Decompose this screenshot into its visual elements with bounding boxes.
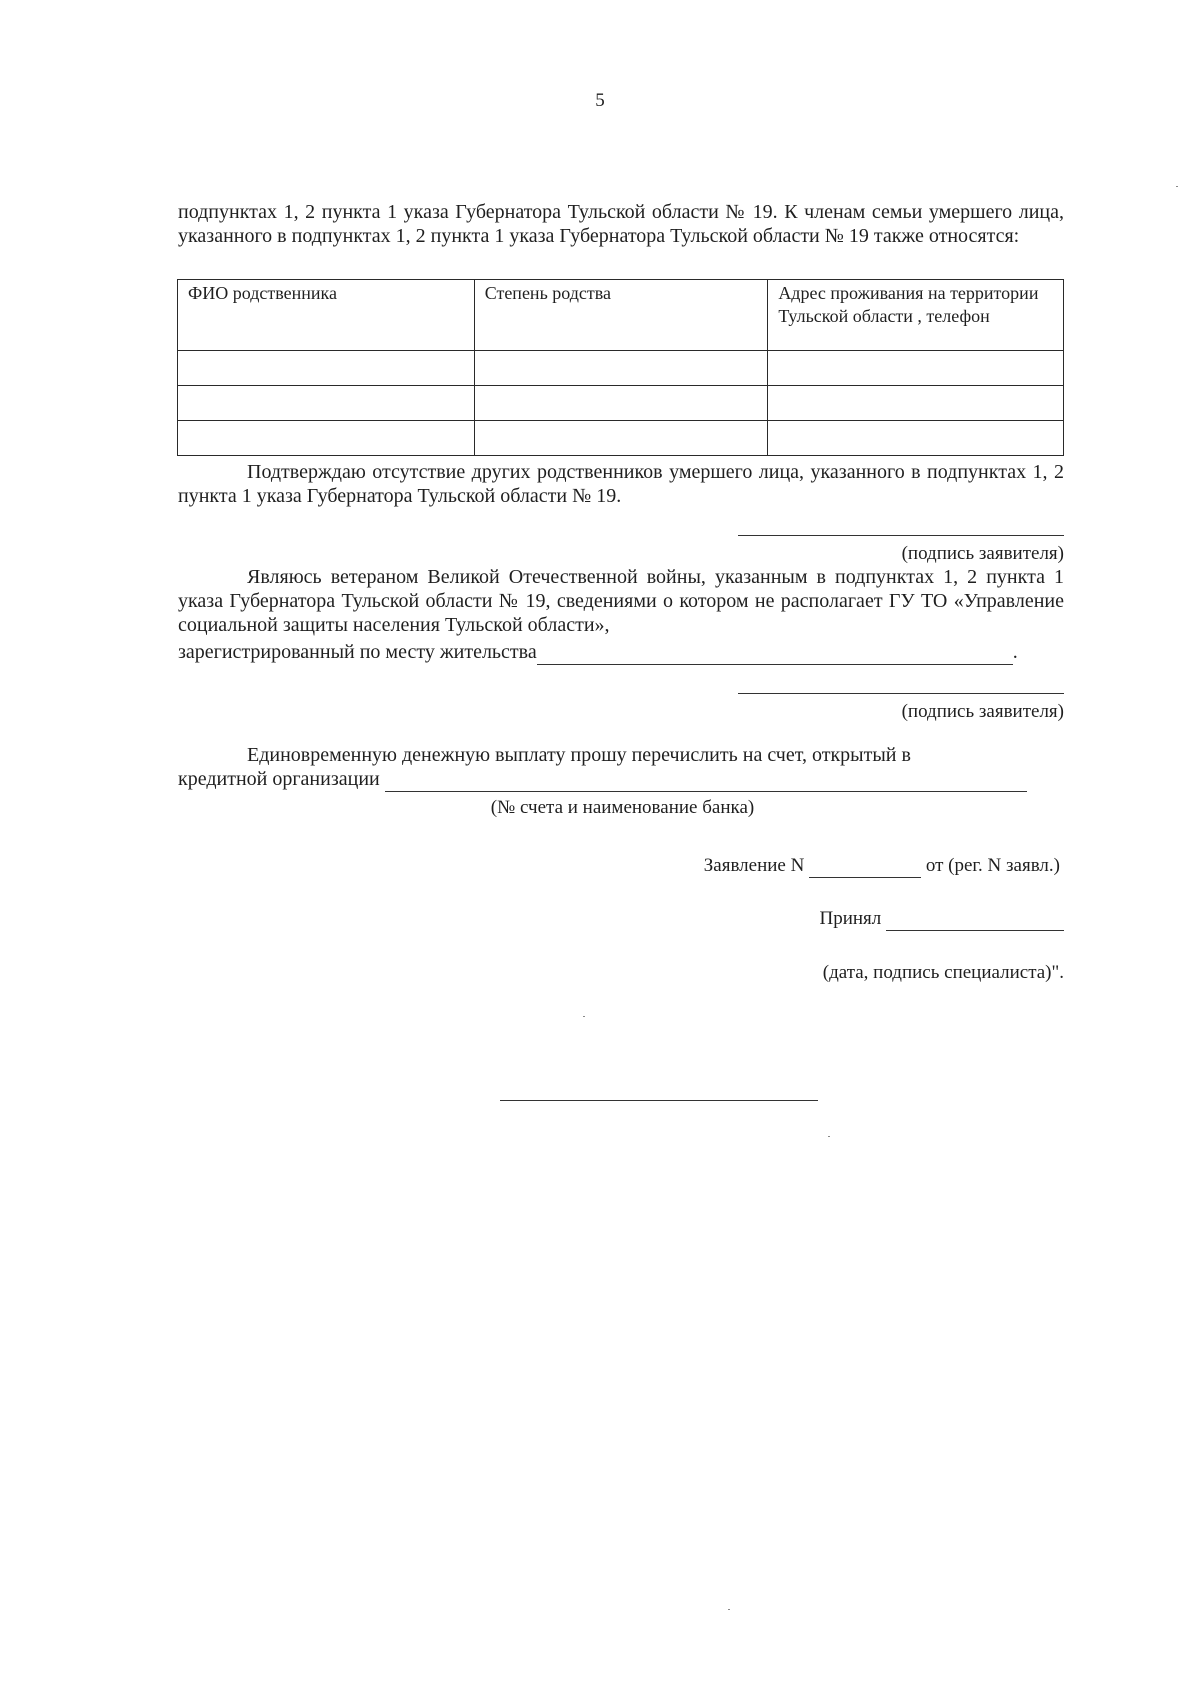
application-suffix: от (рег. N заявл.)	[925, 855, 1060, 876]
account-field[interactable]	[385, 767, 1027, 792]
confirmation-paragraph: Подтверждаю отсутствие других родственников умершего лица, указанного в подпунктах 1, 2 пункта 1 указа Губернатора Тульской области № 19.	[178, 461, 1064, 507]
header-fio: ФИО родственника	[178, 280, 475, 351]
header-address: Адрес проживания на территории Тульской области , телефон	[768, 280, 1064, 351]
table-header-row	[178, 280, 1064, 351]
signature-line-2[interactable]	[738, 693, 1064, 694]
table-row	[178, 351, 1064, 386]
page-number: 5	[595, 90, 605, 111]
application-number-line	[704, 855, 1060, 878]
residence-label: зарегистрированный по месту жительства	[178, 641, 537, 663]
veteran-paragraph: Являюсь ветераном Великой Отечественной войны, указанным в подпунктах 1, 2 пункта 1 указа Губернатора Тульской области № 19, сведениями о котором не располагает ГУ ТО «Управление социальной защиты населения Тульской области»,	[178, 566, 1064, 636]
credit-org-label: кредитной организации	[178, 768, 380, 790]
residence-line	[178, 640, 1064, 665]
scan-speck	[828, 1136, 830, 1137]
footer-divider	[500, 1100, 818, 1101]
relatives-table	[177, 279, 1064, 456]
accepted-line	[819, 908, 1064, 931]
table-cell[interactable]	[768, 421, 1064, 456]
account-caption: (№ счета и наименование банка)	[490, 797, 755, 818]
scan-speck	[1176, 186, 1178, 187]
intro-paragraph: подпунктах 1, 2 пункта 1 указа Губернатора Тульской области № 19. К членам семьи умершего лица, указанного в подпунктах 1, 2 пункта 1 указа Губернатора Тульской области № 19 также относятся:	[178, 201, 1064, 247]
signature-label-2: (подпись заявителя)	[901, 701, 1064, 722]
scan-speck	[583, 1016, 585, 1017]
accepted-field[interactable]	[886, 908, 1064, 931]
signature-line-1[interactable]	[738, 535, 1064, 536]
table-cell[interactable]	[474, 351, 768, 386]
table-row	[178, 421, 1064, 456]
signature-label-1: (подпись заявителя)	[901, 543, 1064, 564]
application-number-field[interactable]	[809, 855, 921, 878]
residence-field[interactable]	[537, 640, 1013, 665]
table-cell[interactable]	[474, 421, 768, 456]
table-row	[178, 386, 1064, 421]
table-cell[interactable]	[178, 351, 475, 386]
payment-paragraph: Единовременную денежную выплату прошу перечислить на счет, открытый в	[247, 744, 911, 766]
table-cell[interactable]	[768, 351, 1064, 386]
scan-speck	[728, 1609, 730, 1610]
application-label: Заявление N	[703, 855, 805, 876]
credit-organization-line	[178, 767, 1027, 792]
date-signature-caption: (дата, подпись специалиста)".	[822, 962, 1064, 983]
table-cell[interactable]	[178, 386, 475, 421]
accepted-label: Принял	[819, 908, 882, 929]
header-relation: Степень родства	[474, 280, 768, 351]
table-cell[interactable]	[178, 421, 475, 456]
residence-end: .	[1012, 641, 1018, 663]
table-cell[interactable]	[474, 386, 768, 421]
table-cell[interactable]	[768, 386, 1064, 421]
